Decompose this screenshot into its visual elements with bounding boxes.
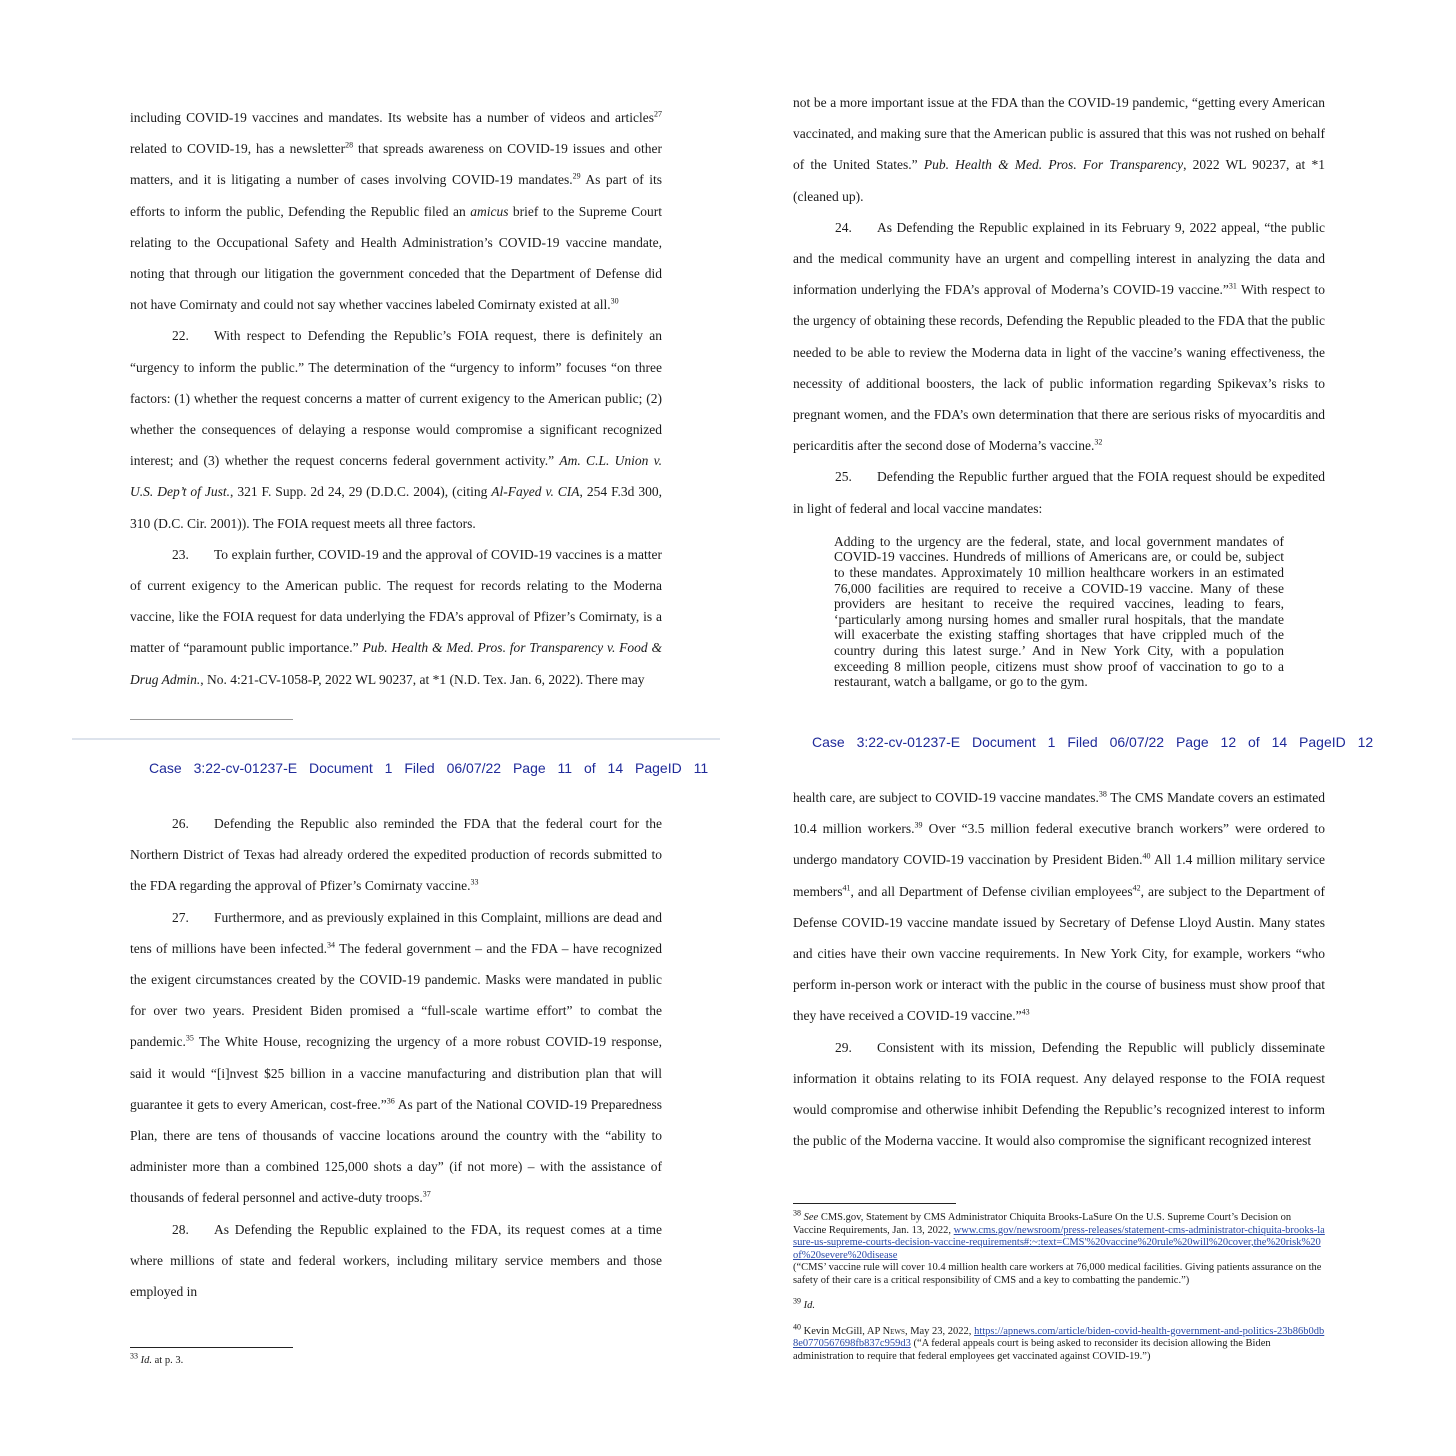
left-bottom-column	[130, 808, 662, 1307]
right-top-column	[793, 87, 1325, 690]
paragraph-26: 26. Defending the Republic also reminded the FDA that the federal court for the Northern District of Texas had already ordered the expedited production of records submitted to the FDA regarding the approval of Pfizer’s Comirnaty vaccine.$^{33}$	[130, 816, 662, 894]
header-document: Document 1	[308, 760, 393, 776]
page-header-left	[149, 760, 708, 776]
paragraph-22: 22. With respect to Defending the Republic’s FOIA request, there is definitely an “urgency to inform the public.” The determination of the “urgency to inform” focuses “on three factors: (1) whether the request concerns a matter of current exigency to the American public; (2) whether the consequences of delaying a response would compromise a significant recognized interest; and (3) whether the request concerns federal government activity.” Am. C.L. Union v. U.S. Dep’t of Just., 321 F. Supp. 2d 24, 29 (D.D.C. 2004), (citing Al-Fayed v. CIA, 254 F.3d 300, 310 (D.C. Cir. 2001)). The FOIA request meets all three factors.	[130, 328, 663, 531]
page-separator	[72, 738, 720, 740]
footnote-38-link[interactable]: www.cms.gov/newsroom/press-releases/statement-cms-administrator-chiquita-brooks-lasure-us-supreme-courts-decision-vaccine-requirements#:~:text=CMS'%20vaccine%20rule%20will%20cover,the%20risk%20of%20severe%20disease	[793, 1224, 1325, 1261]
footnote-rule-right	[793, 1203, 956, 1204]
header-case: Case 3:22-cv-01237-E	[812, 734, 961, 750]
block-quote: Adding to the urgency are the federal, state, and local government mandates of COVID-19 vaccines. Hundreds of millions of Americans are, or could be, subject to these mandates. Approximately 10 million healthcare workers in an estimated 76,000 facilities are required to receive a COVID-19 vaccine. Many of these providers are hesitant to receive the required vaccines, leading to fears, ‘particularly among nursing homes and smaller rural hospitals, that the mandate will exacerbate the existing staffing shortages that have crippled much of the country during this latest surge.’ And in New York City, with a population exceeding 8 million people, citizens must show proof of vaccination to go to a restaurant, watch a ballgame, or go to the gym.	[834, 533, 1284, 690]
header-document: Document 1	[971, 734, 1056, 750]
header-pageid: PageID 11	[635, 760, 709, 776]
header-page: Page 11 of 14	[512, 760, 624, 776]
footnote-40: $^{40}$ Kevin McGill, AP News, May 23, 2022, https://apnews.com/article/biden-covid-health-government-and-politics-23b86b0db8e0770567698fb837c959d3 (“A federal appeals court is being asked to reconsider its decision allowing the Biden administration to require that federal employees get vaccinated against COVID-19.”)	[793, 1322, 1325, 1362]
header-filed: Filed 06/07/22	[404, 760, 502, 776]
header-pageid: PageID 12	[1299, 734, 1374, 750]
paragraph-28: 28. As Defending the Republic explained to the FDA, its request comes at a time where millions of state and federal workers, including military service members and those employed in	[130, 1221, 662, 1300]
header-page: Page 12 of 14	[1175, 734, 1288, 750]
left-top-column	[130, 102, 662, 695]
paragraph-23-continued: not be a more important issue at the FDA than the COVID-19 pandemic, “getting every American vaccinated, and making sure that the American public is assured that this was not rushed on behalf of the United States.” Pub. Health & Med. Pros. For Transparency, 2022 WL 90237, at *1 (cleaned up).	[793, 95, 1325, 204]
footnote-39: $^{39}$ Id.	[793, 1296, 815, 1311]
right-bottom-column	[793, 782, 1325, 1156]
paragraph-25: 25. Defending the Republic further argued that the FOIA request should be expedited in light of federal and local vaccine mandates:	[793, 469, 1325, 516]
paragraph-27: 27. Furthermore, and as previously explained in this Complaint, millions are dead and tens of millions have been infected.$^{34}$ The federal government – and the FDA – have recognized the exigent circumstances created by the COVID-19 pandemic. Masks were mandated in public for over two years. President Biden promised a “full-scale wartime effort” to combat the pandemic.$^{35}$ The White House, recognizing the urgency of a more robust COVID-19 response, said it would “[i]nvest $25 billion in a vaccine manufacturing and distribution plan that will guarantee it gets to every American, cost-free.”$^{36}$ As part of the National COVID-19 Preparedness Plan, there are tens of thousands of vaccine locations around the country with the “ability to administer more than a combined 125,000 shots a day” (if not more) – with the assistance of thousands of federal personnel and active-duty troops.$^{37}$	[130, 909, 662, 1206]
paragraph-21-continued: including COVID-19 vaccines and mandates. Its website has a number of videos and articles$^{27}$ related to COVID-19, has a newsletter$^{28}$ that spreads awareness on COVID-19 issues and other matters, and it is litigating a number of cases involving COVID-19 mandates.$^{29}$ As part of its efforts to inform the public, Defending the Republic filed an amicus brief to the Supreme Court relating to the Occupational Safety and Health Administration’s COVID-19 vaccine mandate, noting that through our litigation the government conceded that the Department of Defense did not have Comirnaty and could not say whether vaccines labeled Comirnaty existed at all.$^{30}$	[130, 109, 662, 313]
footnote-rule-left-top	[130, 719, 293, 720]
right-footnotes	[793, 1208, 1325, 1363]
paragraph-28-continued: health care, are subject to COVID-19 vaccine mandates.$^{38}$ The CMS Mandate covers an estimated 10.4 million workers.$^{39}$ Over “3.5 million federal executive branch workers” were ordered to undergo mandatory COVID-19 vaccination by President Biden.$^{40}$ All 1.4 million military service members$^{41}$, and all Department of Defense civilian employees$^{42}$, are subject to the Department of Defense COVID-19 vaccine mandate issued by Secretary of Defense Lloyd Austin. Many states and cities have their own vaccine requirements. In New York City, for example, workers “who perform in-person work or interact with the public in the course of business must show proof that they have received a COVID-19 vaccine.”$^{43}$	[793, 789, 1325, 1024]
header-case: Case 3:22-cv-01237-E	[149, 760, 298, 776]
footnote-33: $^{33}$ Id. at p. 3.	[130, 1351, 184, 1366]
paragraph-24: 24. As Defending the Republic explained in its February 9, 2022 appeal, “the public and the medical community have an urgent and compelling interest in analyzing the data and information underlying the FDA’s approval of Moderna’s COVID-19 vaccine.”$^{31}$ With respect to the urgency of obtaining these records, Defending the Republic pleaded to the FDA that the public needed to be able to review the Moderna data in light of the vaccine’s waning effectiveness, the necessity of additional boosters, the lack of public information regarding Spikevax’s risks to pregnant women, and the FDA’s own determination that there are serious risks of myocarditis and pericarditis after the second dose of Moderna’s vaccine.$^{32}$	[793, 219, 1325, 454]
footnote-rule-left	[130, 1347, 293, 1348]
paragraph-29: 29. Consistent with its mission, Defending the Republic will publicly disseminate information it obtains relating to its FOIA request. Any delayed response to the FOIA request would compromise and otherwise inhibit Defending the Republic’s recognized interest to inform the public of the Moderna vaccine. It would also compromise the significant recognized interest	[793, 1039, 1325, 1149]
footnote-40-link[interactable]: https://apnews.com/article/biden-covid-health-government-and-politics-23b86b0db8e0770567698fb837c959d3	[793, 1325, 1325, 1349]
header-filed: Filed 06/07/22	[1067, 734, 1165, 750]
paragraph-23: 23. To explain further, COVID-19 and the approval of COVID-19 vaccines is a matter of current exigency to the American public. The request for records relating to the Moderna vaccine, like the FOIA request for data underlying the FDA’s approval of Pfizer’s Comirnaty, is a matter of “paramount public importance.” Pub. Health & Med. Pros. for Transparency v. Food & Drug Admin., No. 4:21-CV-1058-P, 2022 WL 90237, at *1 (N.D. Tex. Jan. 6, 2022). There may	[130, 546, 662, 687]
footnote-38: $^{38}$ See CMS.gov, Statement by CMS Administrator Chiquita Brooks-LaSure On the U.S. Supreme Court’s Decision on Vaccine Requirements, Jan. 13, 2022, www.cms.gov/newsroom/press-releases/statement-cms-administrator-chiquita-brooks-lasure-us-supreme-courts-decision-vaccine-requirements#:~:text=CMS'%20vaccine%20rule%20will%20cover,the%20risk%20of%20severe%20disease (“CMS’ vaccine rule will cover 10.4 million health care workers at 76,000 medical facilities. Giving patients assurance on the safety of their care is a critical responsibility of CMS and a key to combatting the pandemic.”)	[793, 1208, 1325, 1286]
page-header-right	[812, 734, 1373, 750]
